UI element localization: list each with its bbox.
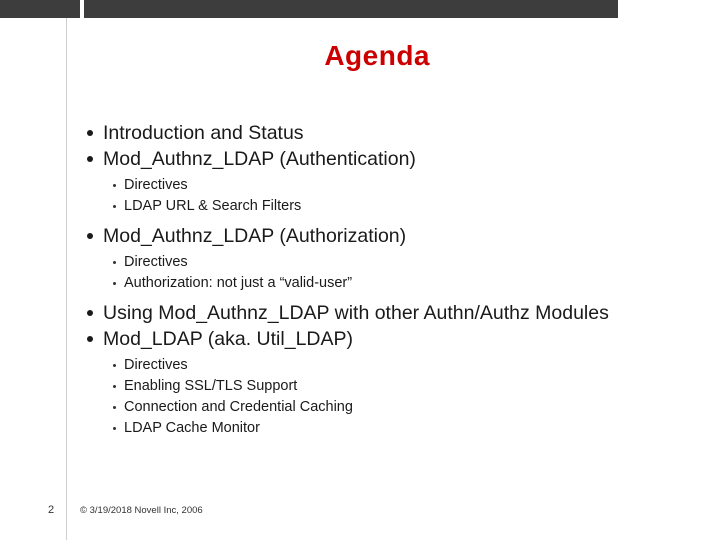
- agenda-subitem: Directives: [112, 252, 686, 273]
- agenda-item: Mod_Authnz_LDAP (Authorization): [86, 223, 686, 249]
- agenda-subitem: LDAP URL & Search Filters: [112, 196, 686, 217]
- agenda-subitem: Authorization: not just a “valid-user”: [112, 273, 686, 294]
- agenda-subitem: LDAP Cache Monitor: [112, 418, 686, 439]
- agenda-subitem: Enabling SSL/TLS Support: [112, 376, 686, 397]
- vertical-divider: [66, 18, 67, 540]
- agenda-item: Using Mod_Authnz_LDAP with other Authn/Authz Modules: [86, 300, 623, 326]
- footer-copyright: © 3/19/2018 Novell Inc, 2006: [80, 505, 203, 516]
- agenda-item: Mod_LDAP (aka. Util_LDAP): [86, 326, 686, 352]
- agenda-sublist: [86, 175, 686, 217]
- agenda-list: [86, 120, 686, 445]
- header-bar-right: [84, 0, 618, 18]
- agenda-subitem: Directives: [112, 175, 686, 196]
- header-bar-left: [0, 0, 80, 18]
- agenda-sublist: [86, 355, 686, 439]
- agenda-sublist: [86, 252, 686, 294]
- agenda-item: Mod_Authnz_LDAP (Authentication): [86, 146, 686, 172]
- agenda-subitem: Directives: [112, 355, 686, 376]
- agenda-subitem: Connection and Credential Caching: [112, 397, 686, 418]
- agenda-item: Introduction and Status: [86, 120, 686, 146]
- slide-title: Agenda: [324, 40, 430, 71]
- page-number: 2: [48, 504, 55, 516]
